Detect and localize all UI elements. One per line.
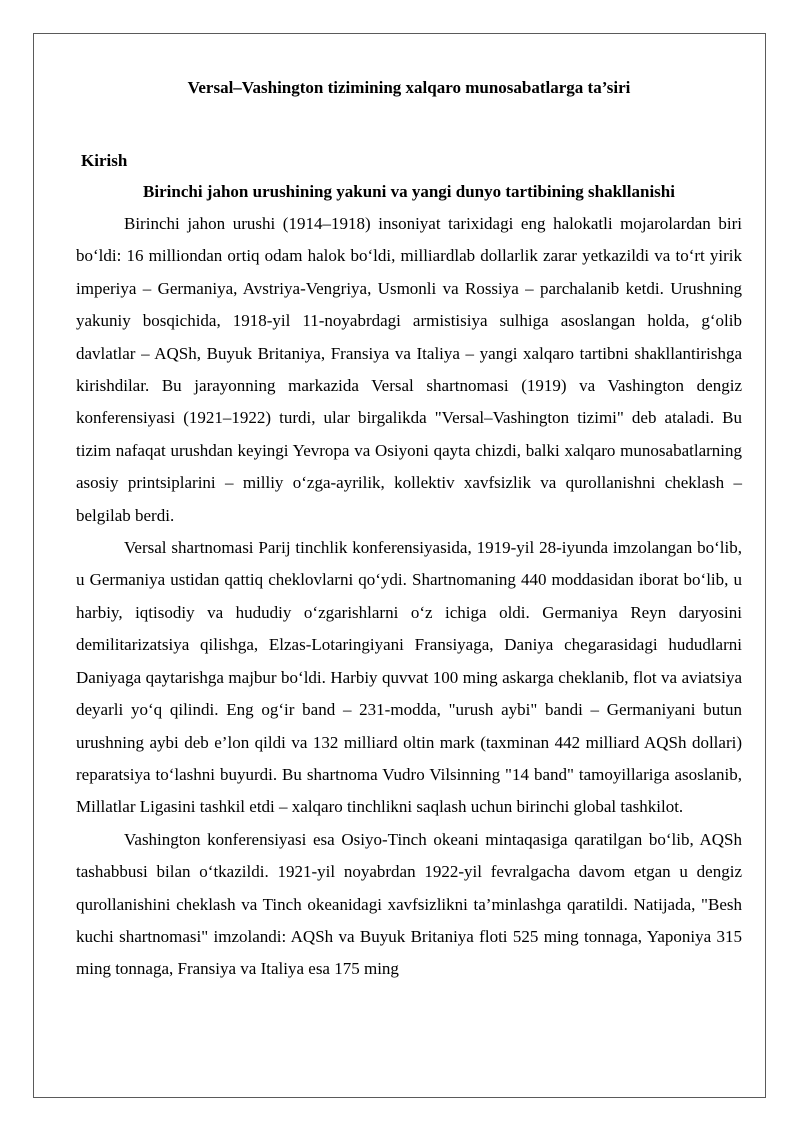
section-heading: Kirish xyxy=(81,151,128,170)
document-title: Versal–Vashington tizimining xalqaro munosabatlarga ta’siri xyxy=(187,78,631,97)
sub-heading: Birinchi jahon urushining yakuni va yangi dunyo tartibining shakllanishi xyxy=(143,182,675,201)
paragraph-1: Birinchi jahon urushi (1914–1918) insoniyat tarixidagi eng halokatli mojarolardan biri bo‘ldi: 16 milliondan ortiq odam halok bo‘ldi, milliardlab dollarlik zarar yetkazildi va to‘rt yirik imperiya – Germaniya, Avstriya-Vengriya, Usmonli va Rossiya – parchalanib ketdi. Urushning yakuniy bosqichida, 1918-yil 11-noyabrdagi armistisiya sulhiga asoslangan holda, g‘olib davlatlar – AQSh, Buyuk Britaniya, Fransiya va Italiya – yangi xalqaro tartibni shakllantirishga kirishdilar. Bu jarayonning markazida Versal shartnomasi (1919) va Vashington dengiz konferensiyasi (1921–1922) turdi, ular birgalikda "Versal–Vashington tizimi" deb ataladi. Bu tizim nafaqat urushdan keyingi Yevropa va Osiyoni qayta chizdi, balki xalqaro munosabatlarning asosiy printsiplarini – milliy o‘zga-ayrilik, kollektiv xavfsizlik va qurollanishni cheklash – belgilab berdi. xyxy=(76,214,742,525)
paragraph-2: Versal shartnomasi Parij tinchlik konferensiyasida, 1919-yil 28-iyunda imzolangan bo‘lib, u Germaniya ustidan qattiq cheklovlarni qo‘ydi. Shartnomaning 440 moddasidan iborat bo‘lib, u harbiy, iqtisodiy va hududiy o‘zgarishlarni o‘z ichiga oldi. Germaniya Reyn daryosini demilitarizatsiya qilishga, Elzas-Lotaringiyani Fransiyaga, Daniya chegarasidagi hududlarni Daniyaga qaytarishga majbur bo‘ldi. Harbiy quvvat 100 ming askarga cheklanib, flot va aviatsiya deyarli yo‘q qilindi. Eng og‘ir band – 231-modda, "urush aybi" bandi – Germaniyani butun urushning aybi deb e’lon qildi va 132 milliard oltin mark (taxminan 442 milliard AQSh dollari) reparatsiya to‘lashni buyurdi. Bu shartnoma Vudro Vilsinning "14 band" tamoyillariga asoslanib, Millatlar Ligasini tashkil etdi – xalqaro tinchlikni saqlash uchun birinchi global tashkilot. xyxy=(76,538,742,817)
document-body xyxy=(76,70,742,986)
blank-line xyxy=(76,104,742,146)
paragraph-3: Vashington konferensiyasi esa Osiyo-Tinch okeani mintaqasiga qaratilgan bo‘lib, AQSh tashabbusi bilan o‘tkazildi. 1921-yil noyabrdan 1922-yil fevralgacha davom etgan u dengiz qurollanishini cheklash va Tinch okeanidagi xavfsizlikni ta’minlashga qaratildi. Natijada, "Besh kuchi shartnomasi" imzolandi: AQSh va Buyuk Britaniya floti 525 ming tonnaga, Yaponiya 315 ming tonnaga, Fransiya va Italiya esa 175 ming xyxy=(76,829,742,979)
